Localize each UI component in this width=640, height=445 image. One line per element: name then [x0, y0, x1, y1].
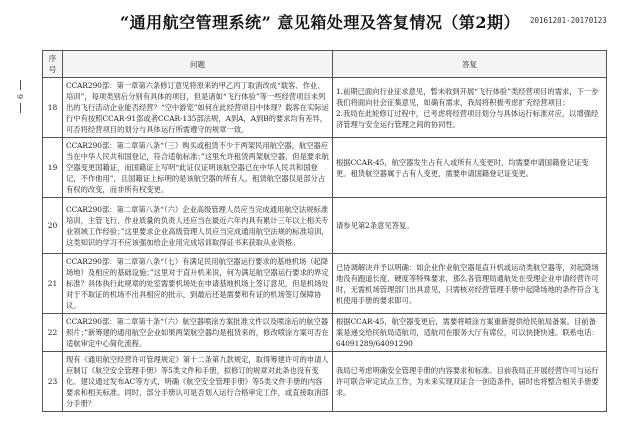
row-seq: 21 [43, 254, 63, 314]
row-answer: 根据CCAR-45，航空器发生占有人或所有人变更时，均需要申请国籍登记证变更。租赁航空器属于占有人变更，需要申请国籍登记证变更。 [333, 138, 607, 198]
row-seq: 20 [43, 198, 63, 254]
divider [20, 103, 21, 113]
row-answer: 根据CCAR-45，航空器变更后，需要将喷涂方案重新提供给民航局备案。目前备案是递交给民航局适航司，适航司在服务大厅有席位，可以快捷快速。联系电话：64091289/64091290 [333, 314, 607, 352]
answer-point-2: 2.我局在此轮修订过程中，已考虑将经营项目划分与具体运行标准对应，以增强经济管理与安全运行管理之间的协同性。 [336, 108, 599, 129]
divider [20, 80, 21, 90]
row-answer: 已协调解决并予以明确：如企业作业航空器是直升机或运动类航空器等，对起降场地没有跑道长度、硬度等特殊要求，那么各管理局通航处在受理企业申请经营许可时，无需机场管理部门出具意见，只需核对经营管理手册中起降场地的条件符合飞机使用手册的要求即可。 [333, 254, 607, 314]
row-question: CCAR290部：第二章第八条“（七）有满足民用航空器运行要求的基地机场（起降场地）及相应的基础设施；”这里对于直升机来说，何为满足航空器运行要求的界定标准？具体执行此规章的处室需要机场处在申请基地机场上签订意见，但是机场处对于不取证的机场不出具相应的批示，到最后还是需要和有证的机场签订保障协议。 [63, 254, 333, 314]
row-answer: 请参见第2条意见答复。 [333, 198, 607, 254]
row-answer: 我局已考虑明确安全管理手册的内容要求和标准。目前我局正开展经营许可与运行许可联合审定试点工作，为未来实现双证合一创造条件，届时也将整合相关手册要求。 [333, 352, 607, 412]
side-page-number [14, 76, 26, 116]
row-question: CCAR290部：第一章第六条修订意见将原来的甲乙丙丁取消改成“载客、作业、培训”，每项类别后分别有具体的项目，但是诸如“飞行体验”等一些经营项目未列出的飞行活动企业能否经营？“空中游览”如何在此经营项目中体现？载客在实际运行中有按照CCAR-91部或者CCAR-135部法规，A到A，A到B的要求均有差异，可否将经营项目的划分与具体运行所需遵守的规章一致。 [63, 78, 333, 138]
row-question: CCAR290部：第二章第八条“（六）企业高级管理人员应当完成通用航空法规标准培训，主管飞行、作业质量的负责人还应当在最近六年内具有累计三年以上相关专业领域工作经验；”这里要求企业高级管理人员应当完成通用航空法规的标准培训，这类知识的学习不应该强加给企业用完成培训取得证书来获取从业资格。 [63, 198, 333, 254]
row-question: 现有《通用航空经营许可管理规定》第十二条第九款规定，取得筹建许可的申请人应制订《航空安全管理手册》等5类文件和手册，拟修订的规章对此条也没有变化。建议通过发布AC等方式，明确《航空安全管理手册》等5类文件手册的内容要求和相关标准。同时，部分手册认可是否划入运行合格审定工作，或直接取消部分手册？ [63, 352, 333, 412]
table-row [43, 138, 607, 198]
table-row [43, 78, 607, 138]
table-row [43, 254, 607, 314]
column-header-answer: 答复 [333, 51, 607, 78]
answer-point-1: 1.前期已面向行业征求意见，暂未收到开展“飞行体验”类经营项目的需求，下一步我们将面向社会征集意见，如确有需求，我局将积极考虑扩充经营项目； [336, 86, 599, 107]
document-title: “通用航空管理系统” 意见箱处理及答复情况（第2期） [119, 13, 521, 32]
date-range: 20161201-20170123 [530, 16, 607, 25]
column-header-seq: 序号 [43, 51, 63, 78]
table-row [43, 352, 607, 412]
feedback-table [42, 50, 607, 412]
row-answer [333, 78, 607, 138]
table-row [43, 198, 607, 254]
table-row [43, 314, 607, 352]
row-seq: 22 [43, 314, 63, 352]
row-question: CCAR290部：第二章第十条“（六）航空器喷涂方案批准文件以及喷涂后的航空器照片；”新筹建的通用航空企业如果两架航空器均是租赁来的，修改喷涂方案可否在适航审定中心简化流程。 [63, 314, 333, 352]
column-header-question: 问题 [63, 51, 333, 78]
page-number: 9 [15, 93, 25, 99]
table-header-row [43, 51, 607, 78]
row-seq: 23 [43, 352, 63, 412]
row-seq: 19 [43, 138, 63, 198]
row-question: CCAR290部：第二章第八条“（三）购买或租赁不少于两架民用航空器，航空器应当在中华人民共和国登记，符合适航标准；”这里允许租赁两架航空器，但是要求航空器变更国籍证，而国籍证上写明“此证仅证明该航空器已在中华人民共和国登记，不作他用”，且国籍证上标明的是该航空器的所有人，租赁航空器仅是部分占有权的改变，而非所有权变更。 [63, 138, 333, 198]
row-seq: 18 [43, 78, 63, 138]
